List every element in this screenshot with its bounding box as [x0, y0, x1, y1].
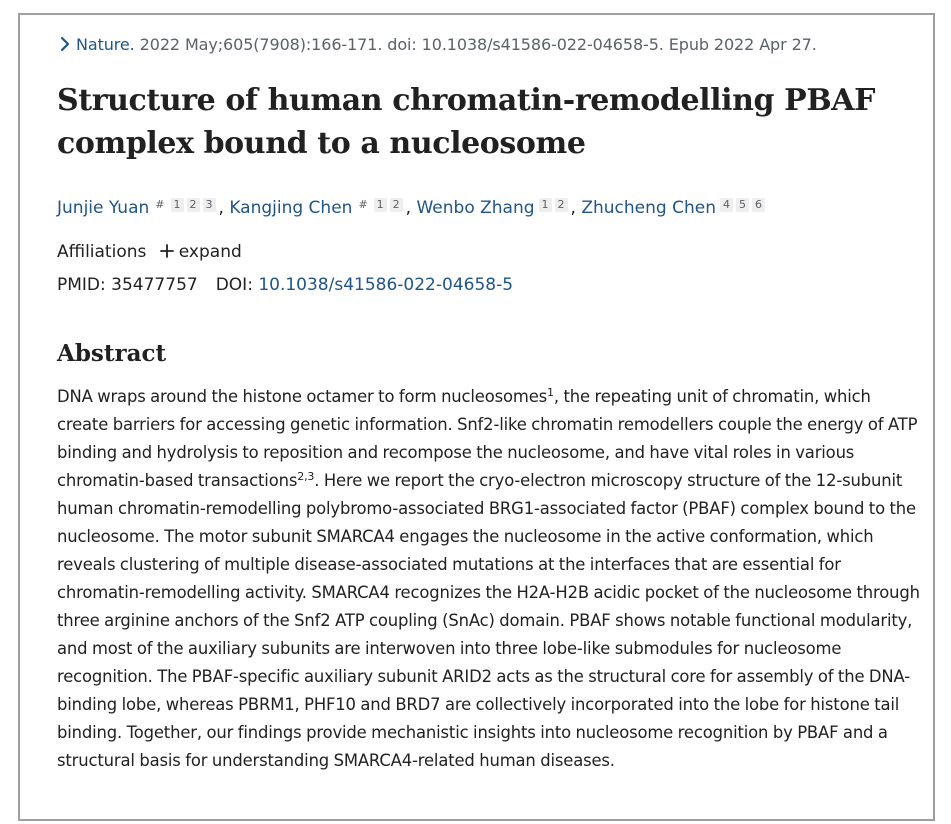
- expand-affiliations-button[interactable]: [160, 240, 242, 264]
- affiliation-number[interactable]: 5: [736, 198, 749, 212]
- pmid-label: PMID:: [57, 275, 106, 295]
- expand-label: expand: [178, 242, 242, 262]
- affiliation-number[interactable]: 6: [752, 198, 765, 212]
- author-link[interactable]: Junjie Yuan: [57, 198, 150, 218]
- author-affiliation-marks: [153, 191, 218, 215]
- reference-marker[interactable]: 1: [547, 386, 554, 399]
- affiliation-number[interactable]: 2: [390, 198, 403, 212]
- doi-label: DOI:: [215, 275, 253, 295]
- author-link[interactable]: Zhucheng Chen: [581, 198, 716, 218]
- abstract-part-3: . Here we report the cryo-electron microscopy structure of the 12-subunit human chromatin-remodelling polybromo-associated BRG1-associated factor (PBAF) complex bound to the nucleosome. The motor subunit SMARCA4 engages the nucleosome in the active conformation, which reveals clustering of multiple disease-associated mutations at the interfaces that are essential for chromatin-remodelling activity. SMARCA4 recognizes the H2A-H2B acidic pocket of the nucleosome through three arginine anchors of the Snf2 ATP coupling (SnAc) domain. PBAF shows notable functional modularity, and most of the auxiliary subunits are interwoven into three lobe-like submodules for nucleosome recognition. The PBAF-specific auxiliary subunit ARID2 acts as the structural core for assembly of the DNA-binding lobe, whereas PBRM1, PHF10 and BRD7 are collectively incorporated into the lobe for histone tail binding. Together, our findings provide mechanistic insights into nucleosome recognition by PBAF and a structural basis for understanding SMARCA4-related human diseases.: [57, 471, 920, 770]
- plus-icon: [160, 244, 174, 258]
- author-link[interactable]: Kangjing Chen: [229, 198, 353, 218]
- citation-details: 2022 May;605(7908):166-171. doi: 10.1038/s41586-022-04658-5. Epub 2022 Apr 27.: [139, 35, 817, 54]
- author-affiliation-marks: [539, 191, 571, 215]
- author-item: [57, 198, 219, 218]
- abstract-text: [57, 383, 923, 775]
- author-link[interactable]: Wenbo Zhang: [416, 198, 535, 218]
- journal-link[interactable]: Nature.: [76, 35, 135, 54]
- author-list: Junjie Yuan # 1 2 3 , Kangjing Chen # 1 2 , Wenbo Zhang 1 2 , Zhucheng Chen 4 5 6: [57, 191, 927, 220]
- author-item: [229, 198, 405, 218]
- doi-link[interactable]: 10.1038/s41586-022-04658-5: [258, 275, 514, 295]
- abstract-heading: Abstract: [57, 340, 167, 367]
- chevron-right-icon[interactable]: [57, 36, 73, 52]
- author-item: [416, 198, 570, 218]
- citation-line: [57, 33, 927, 57]
- affiliation-number[interactable]: 1: [171, 198, 184, 212]
- article-title: Structure of human chromatin-remodelling PBAF complex bound to a nucleosome: [57, 83, 876, 161]
- abstract-part-1: DNA wraps around the histone octamer to form nucleosomes: [57, 387, 548, 406]
- affiliations-label: Affiliations: [57, 242, 147, 262]
- author-affiliation-marks: [356, 191, 405, 215]
- pmid-value: 35477757: [111, 275, 198, 295]
- abstract-part-2: , the repeating unit of chromatin, which create barriers for accessing genetic information. Snf2-like chromatin remodellers couple the energy of ATP binding and hydrolysis to reposition and recompose the nucleosome, and have vital roles in various chromatin-based transactions: [57, 387, 918, 490]
- affiliation-number[interactable]: 2: [187, 198, 200, 212]
- author-item: [581, 198, 768, 218]
- equal-contribution-mark[interactable]: #: [155, 198, 165, 211]
- affiliations-row: [57, 240, 927, 264]
- article-content: [57, 33, 927, 775]
- affiliation-number[interactable]: 4: [720, 198, 733, 212]
- article-card: [18, 13, 935, 821]
- affiliation-number[interactable]: 3: [203, 198, 216, 212]
- reference-marker[interactable]: 2,3: [297, 470, 315, 483]
- affiliation-number[interactable]: 1: [374, 198, 387, 212]
- equal-contribution-mark[interactable]: #: [358, 198, 368, 211]
- affiliation-number[interactable]: 2: [555, 198, 568, 212]
- author-affiliation-marks: [720, 191, 768, 215]
- identifiers-row: [57, 273, 927, 297]
- affiliation-number[interactable]: 1: [539, 198, 552, 212]
